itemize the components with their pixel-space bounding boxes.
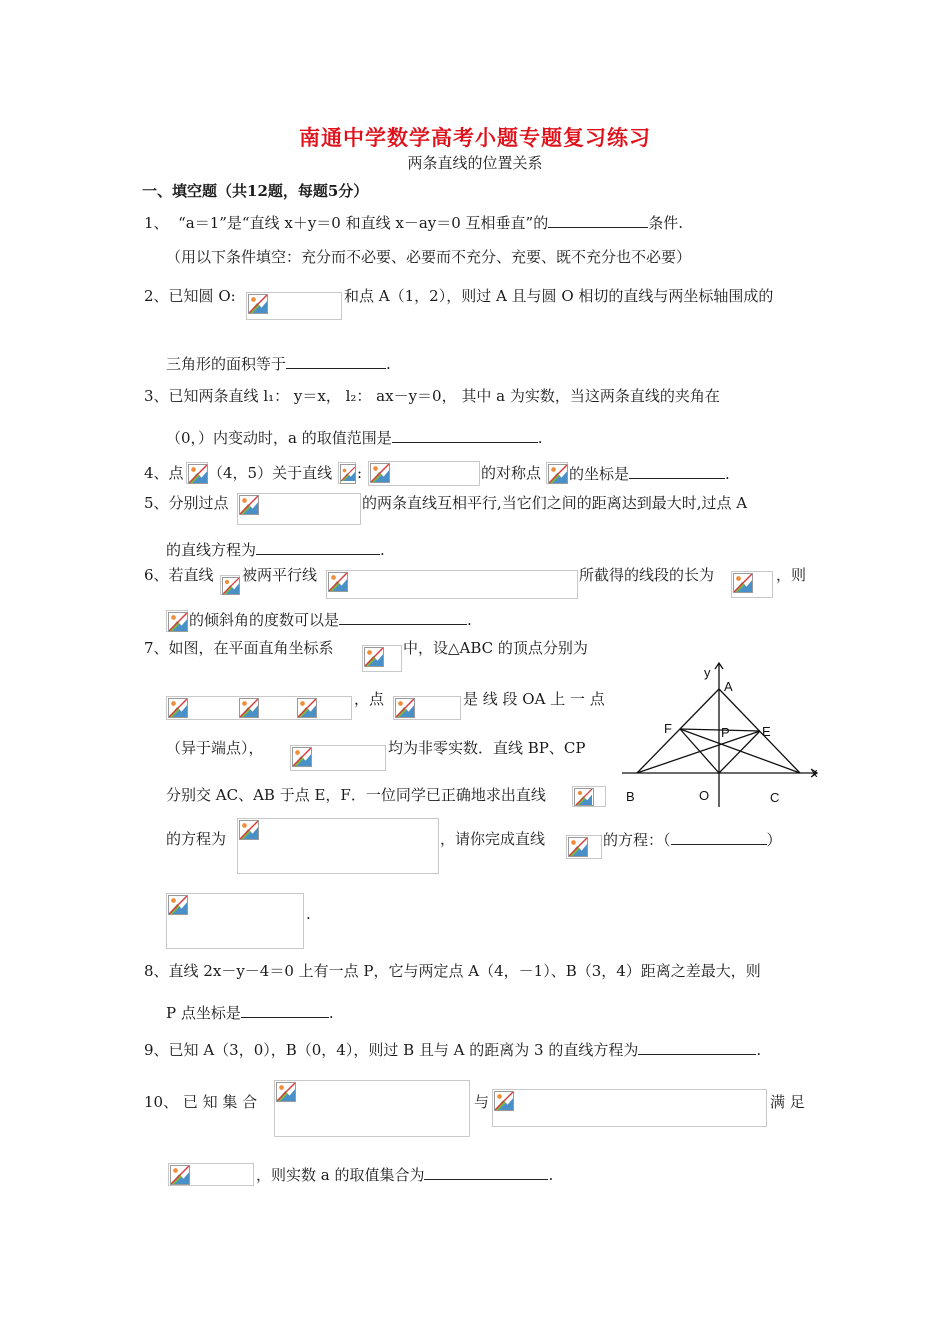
question-7-text bbox=[354, 688, 384, 710]
question-text: 直线 2x－y－4＝0 上有一点 P，它与两定点 A（4，－1）、B（3，4）距离之差最大，则 bbox=[168, 962, 761, 980]
question-10-line-1 bbox=[144, 1091, 257, 1113]
question-text: （4，5）关于直线 bbox=[208, 464, 333, 482]
formula-image bbox=[368, 461, 480, 486]
broken-image-icon bbox=[188, 464, 208, 484]
question-text: ，点 bbox=[354, 690, 385, 708]
page-title: 南通中学数学高考小题专题复习练习 bbox=[299, 125, 651, 150]
question-text: 点 bbox=[168, 464, 184, 482]
question-text: 的两条直线互相平行,当它们之间的距离达到最大时,过点 A bbox=[362, 494, 748, 512]
question-4-text bbox=[569, 462, 730, 484]
question-text: ，则实数 a 的取值集合为 bbox=[256, 1166, 425, 1184]
question-3-line-2 bbox=[166, 426, 543, 448]
label-a: A bbox=[724, 679, 733, 694]
answer-blank bbox=[286, 352, 386, 369]
broken-image-icon bbox=[568, 837, 588, 857]
question-7-text bbox=[403, 637, 588, 659]
question-text: 均为非零实数．直线 BP、CP bbox=[388, 739, 586, 757]
question-text: 的倾斜角的度数可以是 bbox=[189, 611, 340, 629]
formula-image bbox=[166, 893, 304, 949]
question-text: 若直线 bbox=[168, 566, 214, 584]
formula-image bbox=[186, 462, 208, 484]
question-3-line-1 bbox=[144, 385, 720, 407]
question-6-text bbox=[579, 564, 714, 586]
question-text: P 点坐标是 bbox=[166, 1004, 241, 1022]
formula-image bbox=[296, 696, 352, 720]
formula-image bbox=[572, 786, 606, 807]
broken-image-icon bbox=[222, 577, 240, 595]
question-6-text bbox=[776, 564, 806, 586]
formula-image bbox=[731, 571, 773, 598]
broken-image-icon bbox=[168, 698, 188, 718]
broken-image-icon bbox=[239, 495, 259, 515]
question-number: 1、 bbox=[144, 214, 169, 232]
question-text: 已知两条直线 l₁： y＝x， l₂： ax－y＝0， 其中 a 为实数，当这两条直线的夹角在 bbox=[168, 387, 720, 405]
question-text: 满 足 bbox=[770, 1093, 805, 1111]
question-7-text bbox=[603, 828, 782, 850]
formula-image bbox=[168, 1163, 254, 1186]
formula-image bbox=[166, 610, 188, 632]
question-text: 已知 A（3，0），B（0，4），则过 B 且与 A 的距离为 3 的直线方程为 bbox=[168, 1041, 639, 1059]
question-7-text bbox=[166, 737, 264, 759]
question-number: 5、 bbox=[144, 494, 169, 512]
broken-image-icon bbox=[364, 647, 384, 667]
formula-image bbox=[166, 696, 238, 720]
formula-image bbox=[274, 1080, 470, 1137]
segment-fe bbox=[680, 729, 760, 731]
question-text: （异于端点）， bbox=[166, 739, 264, 757]
formula-image bbox=[546, 462, 568, 484]
broken-image-icon bbox=[168, 612, 188, 632]
question-text: 分别过点 bbox=[168, 494, 229, 512]
question-text: 已 知 集 合 bbox=[182, 1093, 258, 1111]
answer-blank bbox=[671, 828, 767, 845]
question-8-line-1 bbox=[144, 960, 761, 982]
question-8-line-2 bbox=[166, 1001, 334, 1023]
question-text: （0，）内变动时，a 的取值范围是 bbox=[166, 429, 392, 447]
question-text: . bbox=[756, 1041, 762, 1059]
question-text: 的直线方程为 bbox=[166, 541, 257, 559]
question-4-text bbox=[208, 462, 332, 484]
label-b: B bbox=[626, 789, 635, 804]
question-2-line-1 bbox=[144, 285, 236, 307]
broken-image-icon bbox=[297, 698, 317, 718]
broken-image-icon bbox=[494, 1091, 514, 1111]
question-6-text bbox=[242, 564, 317, 586]
label-f: F bbox=[664, 721, 672, 736]
formula-image bbox=[338, 462, 356, 484]
formula-image bbox=[290, 745, 386, 771]
formula-image bbox=[220, 575, 240, 595]
question-text: 条件. bbox=[648, 214, 684, 232]
broken-image-icon bbox=[292, 747, 312, 767]
question-9 bbox=[144, 1038, 761, 1060]
broken-image-icon bbox=[574, 788, 594, 806]
label-c: C bbox=[770, 790, 780, 805]
formula-image bbox=[566, 835, 602, 859]
question-text: : bbox=[357, 464, 363, 482]
question-7-text bbox=[463, 688, 605, 710]
broken-image-icon bbox=[248, 294, 268, 314]
question-text: ） bbox=[766, 831, 782, 849]
broken-image-icon bbox=[733, 573, 753, 593]
answer-blank bbox=[256, 538, 380, 555]
question-text: . bbox=[380, 541, 385, 559]
question-note: （用以下条件填空：充分而不必要、必要而不充分、充要、既不充分也不必要） bbox=[166, 248, 692, 266]
broken-image-icon bbox=[170, 1165, 190, 1185]
question-number: 4、 bbox=[144, 464, 169, 482]
formula-image bbox=[362, 645, 402, 672]
question-text: ，则 bbox=[776, 566, 807, 584]
question-7-text bbox=[166, 784, 546, 806]
question-text: 的对称点 bbox=[481, 464, 542, 482]
question-4-num bbox=[144, 462, 184, 484]
question-number: 8、 bbox=[144, 962, 169, 980]
broken-image-icon bbox=[328, 572, 348, 592]
answer-blank bbox=[638, 1038, 756, 1055]
question-number: 2、 bbox=[144, 287, 169, 305]
question-text: ，请你完成直线 bbox=[440, 830, 546, 848]
answer-blank bbox=[241, 1001, 329, 1018]
broken-image-icon bbox=[168, 895, 188, 915]
question-2-line-2 bbox=[166, 352, 391, 374]
triangle-diagram bbox=[612, 655, 824, 810]
question-number: 3、 bbox=[144, 387, 169, 405]
question-5-line-1-cont bbox=[362, 492, 747, 514]
broken-image-icon bbox=[340, 464, 356, 484]
broken-image-icon bbox=[239, 698, 259, 718]
label-x: x bbox=[811, 765, 818, 780]
question-text: . bbox=[548, 1166, 554, 1184]
question-4-text bbox=[481, 462, 541, 484]
question-text: . bbox=[306, 905, 311, 923]
question-text: . bbox=[725, 465, 730, 483]
question-7-text bbox=[306, 903, 311, 925]
formula-image bbox=[237, 818, 439, 874]
question-text: 如图，在平面直角坐标系 bbox=[168, 639, 334, 657]
question-text: 与 bbox=[474, 1093, 490, 1111]
question-7-text bbox=[388, 737, 585, 759]
segment-ab bbox=[637, 689, 719, 773]
formula-image bbox=[492, 1089, 767, 1127]
broken-image-icon bbox=[239, 820, 259, 840]
question-number: 7、 bbox=[144, 639, 169, 657]
question-number: 9、 bbox=[144, 1041, 169, 1059]
page-subtitle: 两条直线的位置关系 bbox=[407, 154, 543, 172]
section-heading: 一、填空题（共12题，每题5分） bbox=[142, 182, 369, 200]
question-text: . bbox=[386, 355, 391, 373]
question-text: 的方程为 bbox=[166, 830, 227, 848]
formula-image bbox=[393, 696, 461, 720]
question-7-text bbox=[440, 828, 545, 850]
formula-image bbox=[326, 570, 578, 599]
question-1-note bbox=[166, 246, 691, 268]
question-text: 被两平行线 bbox=[242, 566, 318, 584]
answer-blank bbox=[548, 211, 648, 228]
answer-blank bbox=[339, 608, 467, 625]
formula-image bbox=[238, 696, 296, 720]
broken-image-icon bbox=[548, 464, 568, 484]
broken-image-icon bbox=[276, 1082, 296, 1102]
question-text: 三角形的面积等于 bbox=[166, 355, 287, 373]
question-number: 10、 bbox=[144, 1093, 179, 1111]
question-10-text bbox=[474, 1091, 489, 1113]
question-2-line-1-cont bbox=[344, 285, 773, 307]
label-y: y bbox=[704, 665, 711, 680]
question-4-colon bbox=[357, 462, 362, 484]
question-text: 所截得的线段的长为 bbox=[579, 566, 715, 584]
broken-image-icon bbox=[395, 698, 415, 718]
question-text: 的坐标是 bbox=[569, 465, 630, 483]
question-1 bbox=[144, 211, 683, 233]
formula-image bbox=[246, 292, 342, 320]
question-7-text bbox=[166, 828, 226, 850]
question-text: 中，设△ABC 的顶点分别为 bbox=[403, 639, 588, 657]
question-6-line-1 bbox=[144, 564, 214, 586]
question-text: . bbox=[328, 1004, 334, 1022]
question-7-line-1 bbox=[144, 637, 334, 659]
question-text: 是 线 段 OA 上 一 点 bbox=[463, 690, 605, 708]
label-e: E bbox=[762, 724, 771, 739]
label-o: O bbox=[699, 788, 710, 803]
question-text: 已知圆 O: bbox=[168, 287, 236, 305]
question-10-line-2 bbox=[256, 1163, 553, 1185]
question-5-line-2 bbox=[166, 538, 385, 560]
answer-blank bbox=[629, 462, 725, 479]
answer-blank bbox=[392, 426, 538, 443]
question-text: 分别交 AC、AB 于点 E，F．一位同学已正确地求出直线 bbox=[166, 786, 546, 804]
question-text: . bbox=[537, 429, 543, 447]
answer-blank bbox=[424, 1163, 548, 1180]
question-number: 6、 bbox=[144, 566, 169, 584]
question-text: “a＝1”是“直线 x＋y＝0 和直线 x－ay＝0 互相垂直”的 bbox=[178, 214, 549, 232]
label-p: P bbox=[721, 725, 730, 740]
question-6-line-2 bbox=[189, 608, 472, 630]
question-text: 和点 A（1，2），则过 A 且与圆 O 相切的直线与两坐标轴围成的 bbox=[344, 287, 774, 305]
question-text: 的方程：（ bbox=[603, 831, 671, 849]
question-10-text bbox=[770, 1091, 805, 1113]
question-5-line-1 bbox=[144, 492, 229, 514]
broken-image-icon bbox=[370, 463, 390, 483]
formula-image bbox=[237, 493, 361, 525]
question-text: . bbox=[467, 611, 472, 629]
